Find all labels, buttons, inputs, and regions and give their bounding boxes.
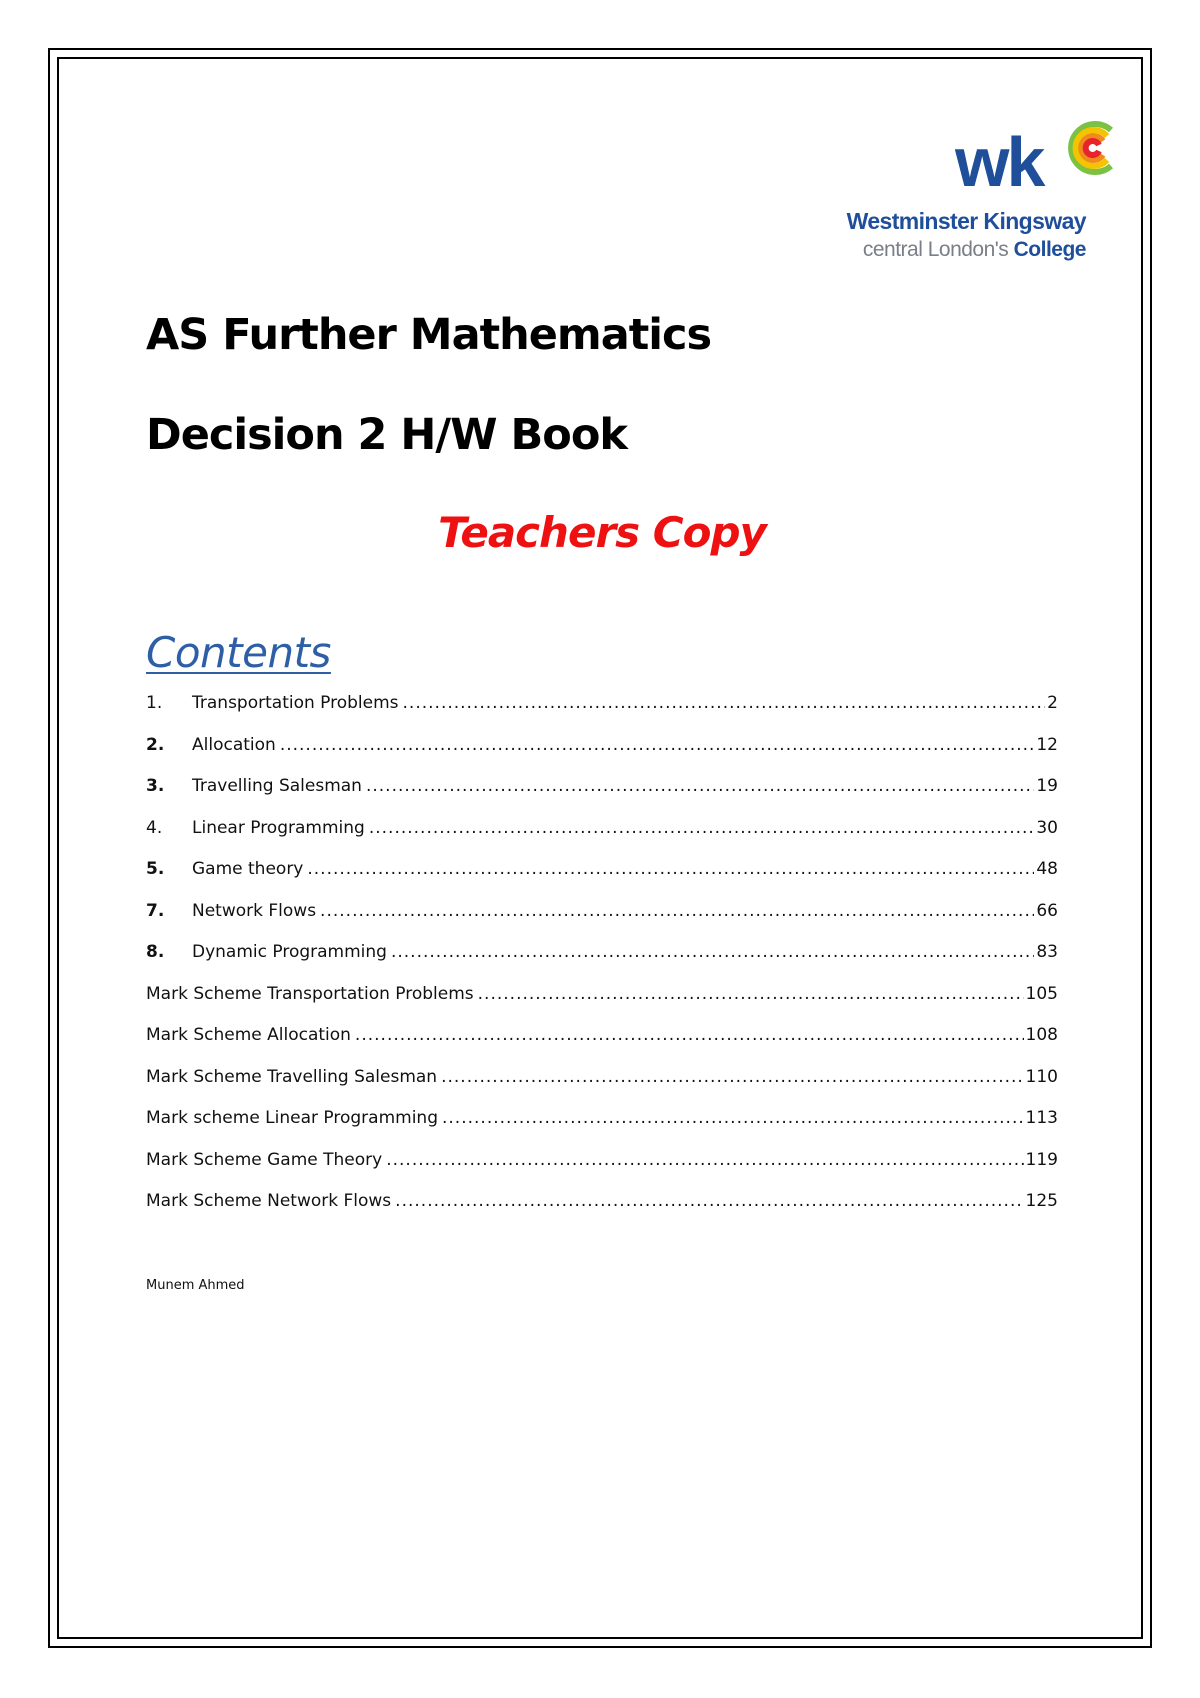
toc-entry-number: 1. (146, 693, 163, 713)
toc-entry-page: 113 (1025, 1108, 1058, 1128)
toc-entry-page: 119 (1025, 1149, 1058, 1170)
toc-dot-leader (478, 984, 1024, 1004)
toc-entry[interactable] (146, 942, 1058, 984)
toc-dot-leader (395, 1191, 1023, 1211)
toc-entry[interactable] (146, 818, 1058, 860)
toc-dot-leader (366, 776, 1034, 796)
wkc-logo-mark (955, 120, 1125, 200)
toc-entry-number: 7. (146, 900, 165, 921)
toc-entry-title: Mark scheme Linear Programming (146, 1108, 438, 1128)
toc-entry-number: 2. (146, 734, 165, 755)
logo-college-name: Westminster Kingsway (846, 208, 1086, 234)
toc-entry-title: Game theory (192, 859, 304, 879)
toc-entry-title: Mark Scheme Allocation (146, 1025, 351, 1045)
toc-entry-title: Network Flows (192, 900, 317, 921)
toc-entry-number: 3. (146, 776, 165, 796)
logo-tagline-prefix: central London's (862, 238, 1009, 261)
toc-dot-leader (320, 901, 1034, 921)
table-of-contents (146, 693, 1058, 1233)
contents-heading[interactable]: Contents (146, 628, 331, 677)
toc-dot-leader (280, 735, 1035, 755)
toc-entry-title: Travelling Salesman (192, 776, 362, 796)
toc-dot-leader (307, 859, 1034, 879)
toc-entry-page: 125 (1025, 1191, 1058, 1211)
toc-entry[interactable] (146, 735, 1058, 777)
toc-entry[interactable] (146, 1108, 1058, 1150)
toc-entry-number: 4. (146, 817, 163, 838)
toc-entry[interactable] (146, 1067, 1058, 1109)
toc-entry-number: 8. (146, 942, 165, 962)
college-logo (810, 120, 1130, 270)
toc-entry-page: 12 (1036, 734, 1058, 755)
toc-entry-page: 108 (1025, 1025, 1058, 1045)
toc-entry-page: 66 (1036, 900, 1058, 921)
toc-entry[interactable] (146, 1191, 1058, 1233)
toc-entry-page: 2 (1047, 693, 1058, 713)
toc-entry[interactable] (146, 901, 1058, 943)
toc-dot-leader (369, 818, 1035, 838)
toc-entry[interactable] (146, 984, 1058, 1026)
author-name: Munem Ahmed (146, 1278, 245, 1293)
toc-entry[interactable] (146, 1150, 1058, 1192)
toc-entry-page: 48 (1036, 859, 1058, 879)
toc-entry-title: Linear Programming (192, 817, 365, 838)
toc-entry-page: 19 (1036, 776, 1058, 796)
toc-entry[interactable] (146, 693, 1058, 735)
logo-tagline (863, 238, 1086, 262)
teachers-copy-subtitle: Teachers Copy (438, 508, 766, 557)
toc-dot-leader (391, 942, 1034, 962)
toc-dot-leader (441, 1067, 1023, 1087)
toc-entry[interactable] (146, 776, 1058, 818)
toc-dot-leader (403, 693, 1046, 713)
logo-wk-text: wk (955, 123, 1043, 200)
toc-entry-number: 5. (146, 859, 165, 879)
toc-entry-title: Mark Scheme Network Flows (146, 1191, 392, 1211)
toc-entry[interactable] (146, 859, 1058, 901)
document-title-line1: AS Further Mathematics (146, 310, 712, 360)
toc-dot-leader (442, 1108, 1024, 1128)
toc-entry-page: 83 (1036, 942, 1058, 962)
toc-entry-page: 105 (1025, 983, 1058, 1004)
document-title-line2: Decision 2 H/W Book (146, 410, 627, 460)
toc-entry-page: 110 (1025, 1066, 1058, 1087)
toc-entry-title: Mark Scheme Transportation Problems (146, 983, 474, 1004)
toc-entry-title: Mark Scheme Travelling Salesman (146, 1066, 438, 1087)
logo-tagline-bold: College (1013, 238, 1086, 261)
toc-entry-title: Mark Scheme Game Theory (146, 1149, 383, 1170)
toc-entry[interactable] (146, 1025, 1058, 1067)
logo-arcs (1071, 124, 1111, 172)
toc-dot-leader (355, 1025, 1024, 1045)
toc-entry-page: 30 (1036, 817, 1058, 838)
toc-dot-leader (386, 1150, 1023, 1170)
toc-entry-title: Dynamic Programming (192, 942, 387, 962)
toc-entry-title: Transportation Problems (192, 693, 399, 713)
toc-entry-title: Allocation (192, 734, 276, 755)
